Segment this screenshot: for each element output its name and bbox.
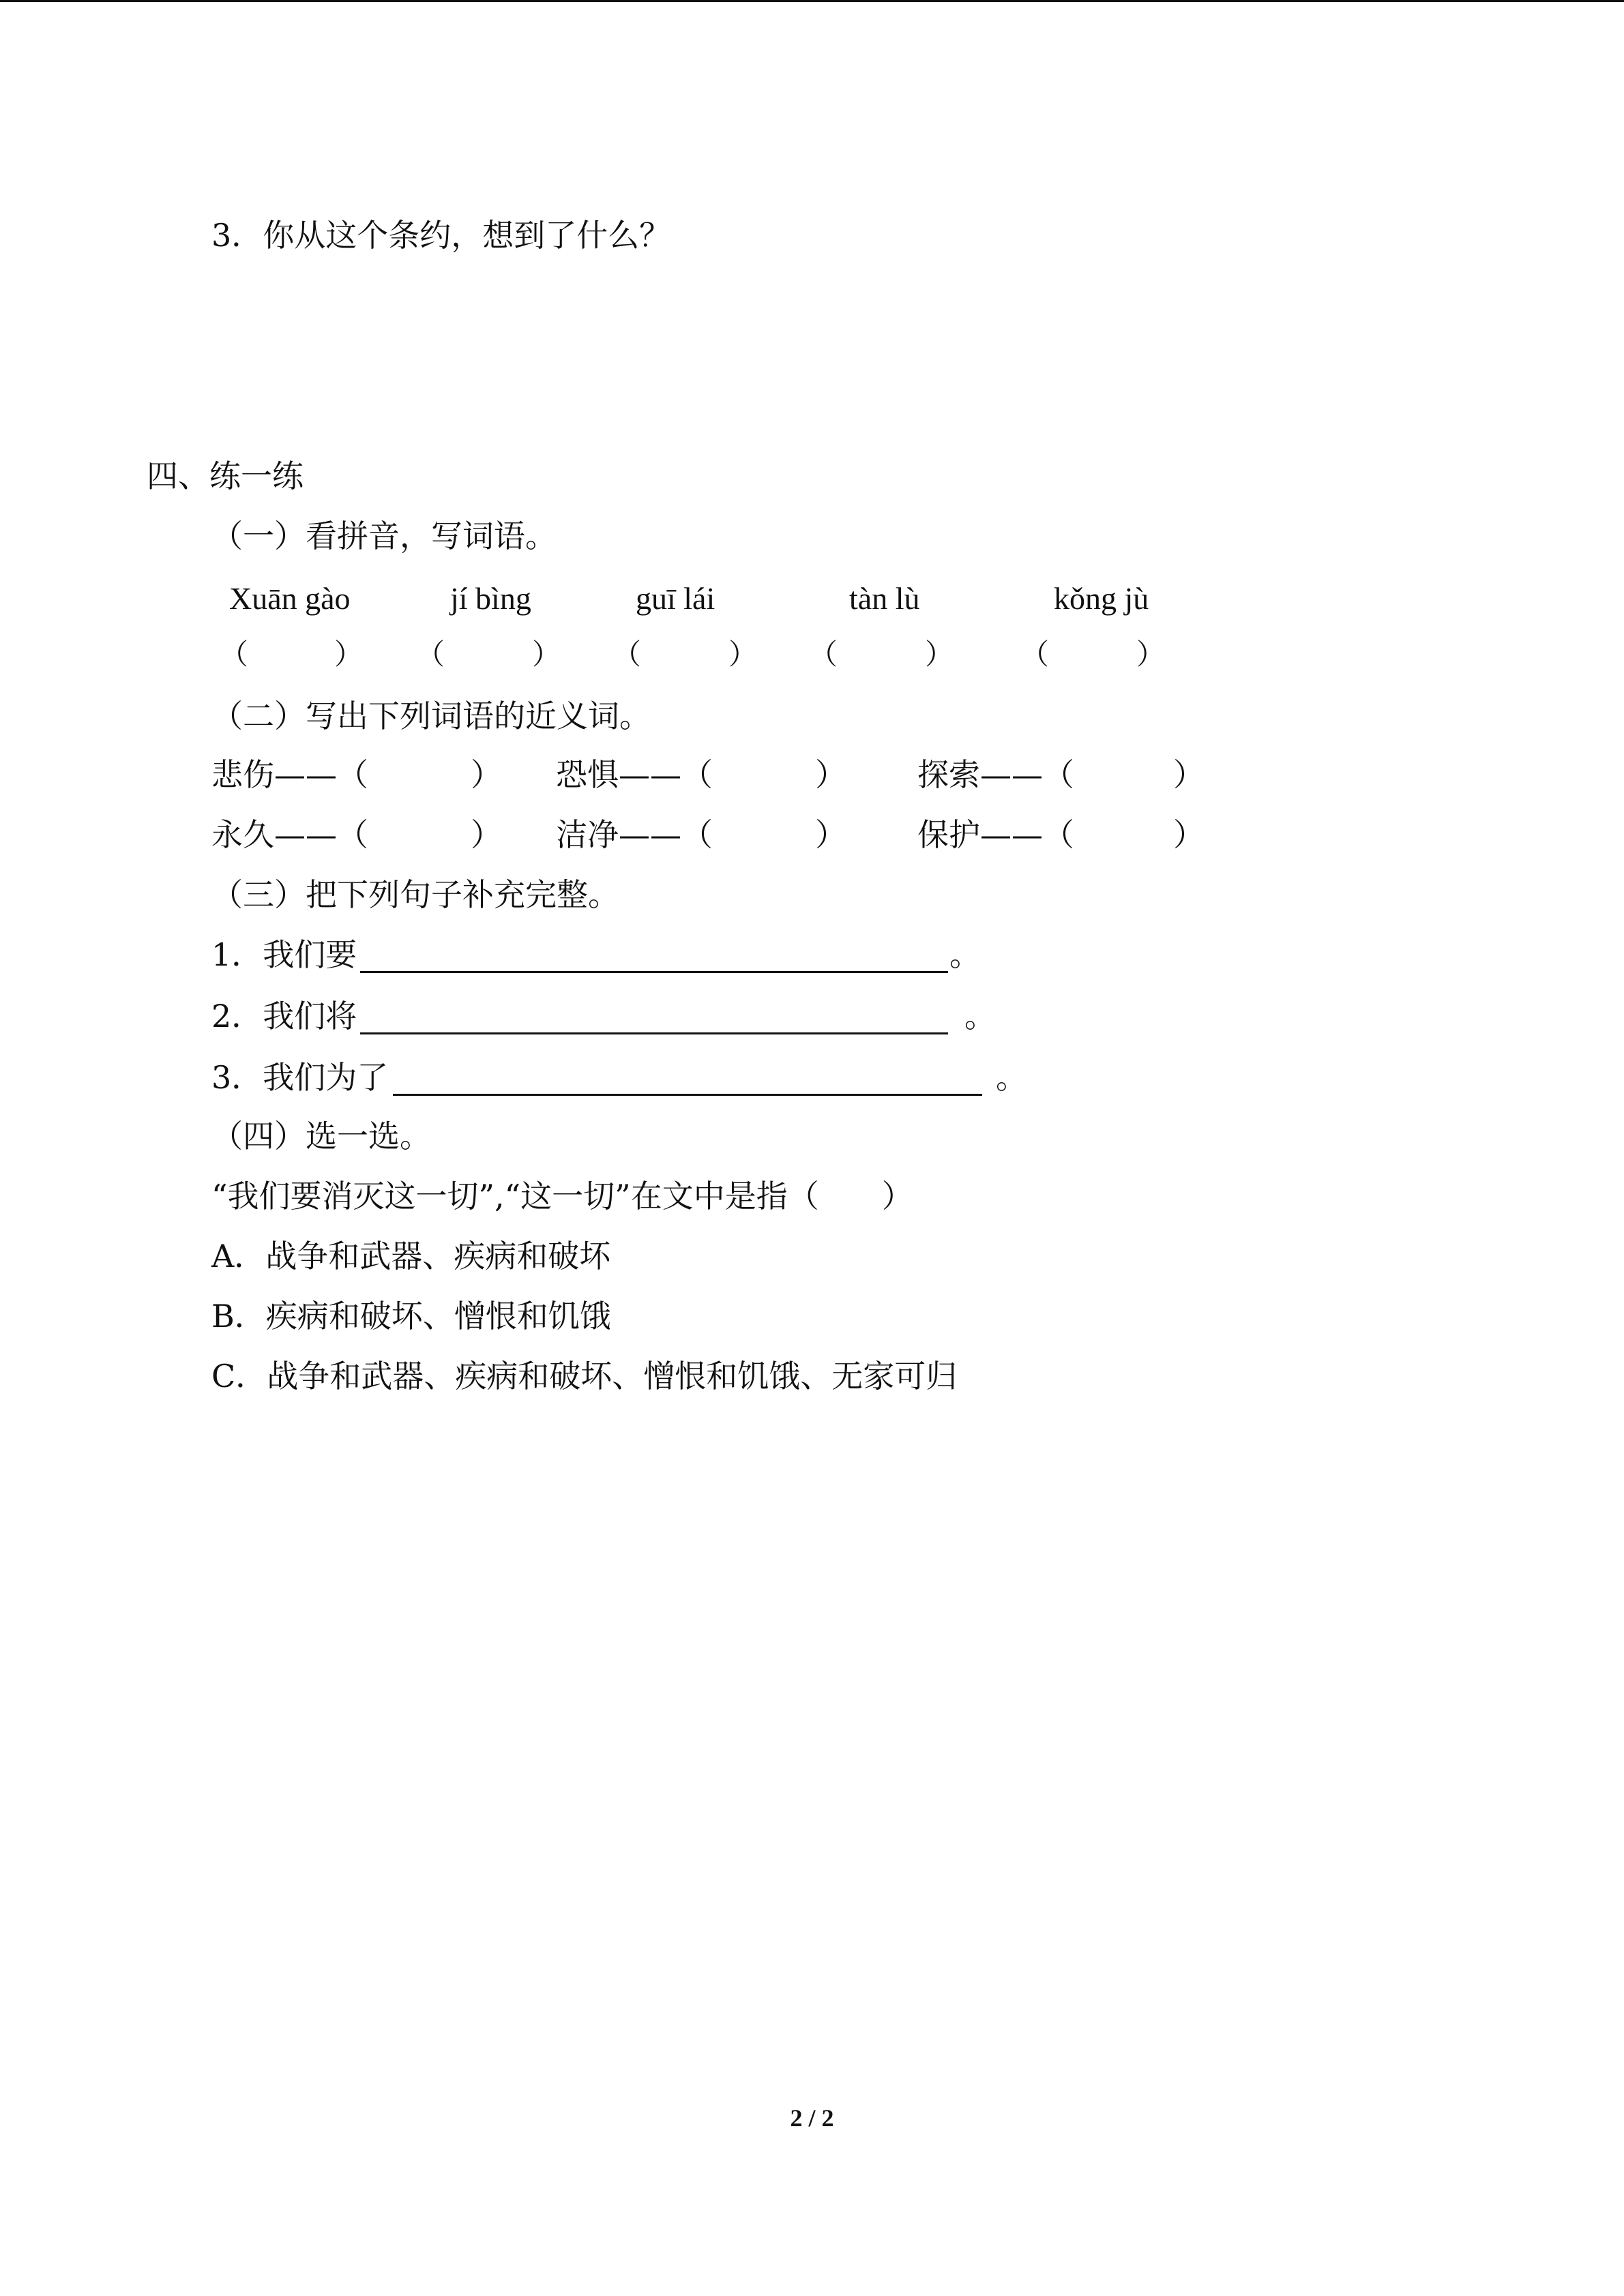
synonym-close-3: ） [1173,756,1205,793]
pinyin-5: kǒng jù [1054,581,1149,616]
pinyin-answer-close-3: ） [728,638,758,671]
synonym-close-1: ） [471,756,502,793]
pinyin-answer-close-5: ） [1136,638,1166,671]
pinyin-3: guī lái [636,581,715,616]
sentence-3-end: 。 [996,1059,1027,1096]
sentence-2-prefix: 2．我们将 [211,998,357,1034]
pinyin-answer-open-4: （ [809,638,838,671]
pinyin-answer-open-5: （ [1020,638,1050,671]
section-4-title: 四、练一练 [147,458,304,494]
top-border-line [0,0,1624,2]
pinyin-answer-close-4: ） [925,638,954,671]
synonym-close-6: ） [1173,816,1205,853]
synonym-item-3: 探索——（ [917,756,1074,793]
choice-option-c[interactable]: C．战争和武器、疾病和破坏、憎恨和饥饿、无家可归 [211,1358,958,1395]
sentence-2-blank[interactable] [360,1032,948,1034]
synonym-item-6: 保护——（ [917,816,1074,853]
sentence-3-blank[interactable] [393,1094,982,1096]
synonym-item-4: 永久——（ [211,816,368,853]
sentence-2-end: 。 [964,998,996,1034]
question-3-prompt: 3．你从这个条约，想到了什么？ [211,217,671,254]
synonym-close-5: ） [815,816,846,853]
pinyin-answer-open-3: （ [612,638,642,671]
pinyin-4: tàn lù [849,581,920,616]
synonym-close-2: ） [815,756,846,793]
pinyin-answer-close-2: ） [532,638,561,671]
synonym-item-5: 洁净——（ [556,816,713,853]
sentence-1-prefix: 1．我们要 [211,936,357,973]
part-1-title: （一）看拼音，写词语。 [211,518,557,554]
sentence-3-prefix: 3．我们为了 [211,1059,389,1096]
pinyin-answer-close-1: ） [334,638,364,671]
pinyin-1: Xuān gào [229,581,351,616]
pinyin-answer-open-2: （ [416,638,445,671]
sentence-1-end: 。 [949,936,981,973]
synonym-close-4: ） [471,816,502,853]
choice-option-a[interactable]: A．战争和武器、疾病和破坏 [211,1238,611,1274]
pinyin-2: jí bìng [450,581,531,616]
sentence-1-blank[interactable] [360,971,948,973]
page-number: 2 / 2 [790,2104,834,2132]
part-3-title: （三）把下列句子补充完整。 [211,876,619,913]
choice-question: “我们要消灭这一切”,“这一切”在文中是指（ ） [211,1178,913,1214]
part-4-title: （四）选一选。 [211,1118,431,1154]
choice-option-b[interactable]: B．疾病和破坏、憎恨和饥饿 [211,1298,611,1335]
synonym-item-1: 悲伤——（ [211,756,368,793]
pinyin-answer-open-1: （ [220,638,249,671]
synonym-item-2: 恐惧——（ [556,756,713,793]
part-2-title: （二）写出下列词语的近义词。 [211,698,651,734]
